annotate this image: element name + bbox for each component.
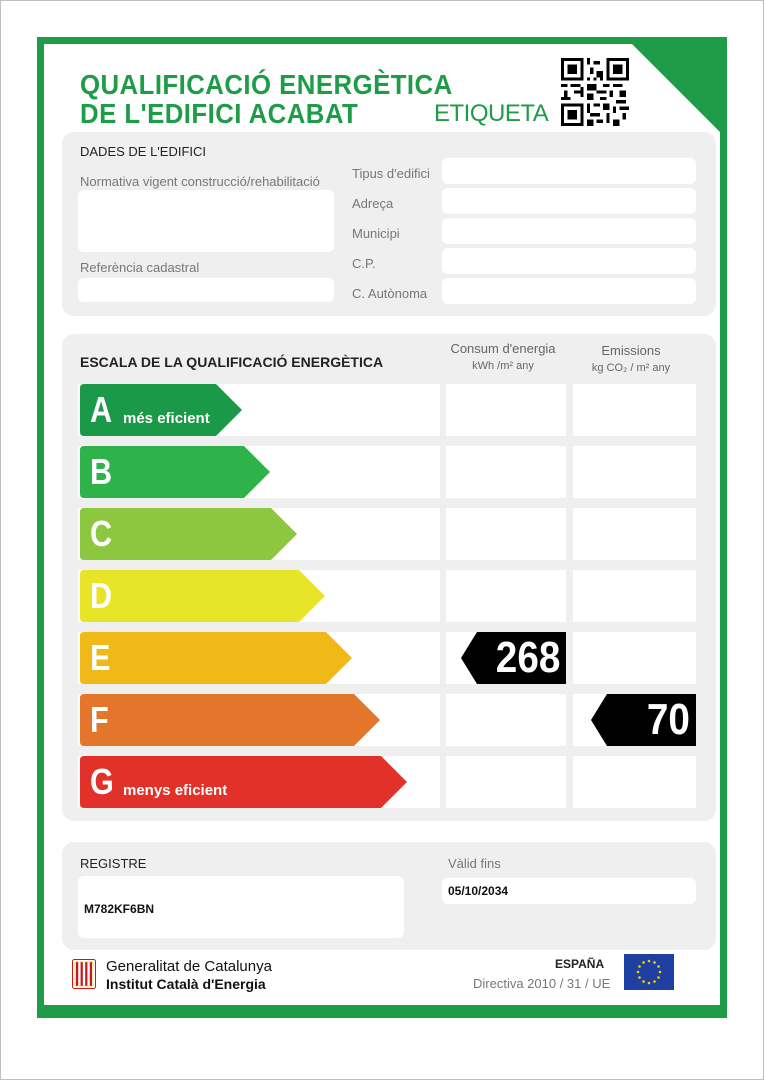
rating-letter-g: G [90, 761, 114, 802]
label-frame [37, 37, 727, 1018]
emissions-cell-c [573, 508, 696, 560]
title-line-1: QUALIFICACIÓ ENERGÈTICA [80, 69, 453, 100]
adreca-field [442, 188, 696, 214]
eu-star [638, 965, 641, 968]
rating-arrow-e [80, 632, 352, 684]
consum-cell-c [446, 508, 566, 560]
tipus-label: Tipus d'edifici [352, 166, 430, 181]
rating-scale-heading: ESCALA DE LA QUALIFICACIÓ ENERGÈTICA [80, 354, 384, 370]
emissions-cell-g [573, 756, 696, 808]
eu-star [657, 965, 660, 968]
consum-indicator [461, 632, 566, 684]
emissions-heading: Emissions [601, 343, 661, 358]
registry-panel [62, 842, 716, 950]
eu-star [638, 976, 641, 979]
eu-star [657, 976, 660, 979]
adreca-label: Adreça [352, 196, 394, 211]
emissions-indicator-value: 70 [646, 695, 690, 744]
eu-flag-icon [624, 954, 674, 990]
registry-label: REGISTRE [80, 856, 147, 871]
consum-cell-d [446, 570, 566, 622]
consum-heading: Consum d'energia [450, 341, 556, 356]
municipi-field [442, 218, 696, 244]
directive-label: Directiva 2010 / 31 / UE [473, 976, 611, 991]
emissions-unit: kg CO₂ / m² any [591, 362, 671, 374]
cp-field [442, 248, 696, 274]
referencia-label: Referència cadastral [80, 260, 200, 275]
institute-name: Institut Català d'Energia [106, 976, 266, 992]
rating-desc-g: menys eficient [123, 782, 228, 799]
rating-arrow-c [80, 508, 297, 560]
rating-scale-panel [62, 334, 716, 821]
rating-letter-d: D [90, 575, 113, 616]
eu-star [637, 971, 640, 974]
valid-label: Vàlid fins [448, 856, 501, 871]
emissions-cell-d [573, 570, 696, 622]
rating-letter-e: E [90, 637, 111, 678]
consum-cell-g [446, 756, 566, 808]
emissions-cell-e [573, 632, 696, 684]
municipi-label: Municipi [352, 226, 400, 241]
referencia-field [78, 278, 334, 302]
eu-star [642, 961, 645, 964]
cp-label: C.P. [352, 256, 376, 271]
emissions-cell-b [573, 446, 696, 498]
generalitat-logo-icon [72, 959, 96, 989]
tipus-field [442, 158, 696, 184]
registry-value: M782KF6BN [84, 902, 155, 916]
eu-star [659, 971, 662, 974]
qr-code-icon [561, 58, 629, 126]
eu-star [648, 960, 651, 963]
building-data-panel [62, 132, 716, 316]
eu-star [642, 980, 645, 983]
normativa-label: Normativa vigent construcció/rehabilitació [80, 174, 320, 189]
rating-arrow-f [80, 694, 380, 746]
valid-field [442, 878, 696, 904]
rating-arrow-d [80, 570, 325, 622]
corner-triangle [632, 44, 720, 132]
registry-field [78, 876, 404, 938]
autonoma-field [442, 278, 696, 304]
country-label: ESPAÑA [555, 957, 605, 971]
emissions-indicator [591, 694, 696, 746]
normativa-field [78, 190, 334, 252]
title-line-2: DE L'EDIFICI ACABAT [80, 98, 359, 129]
consum-cell-a [446, 384, 566, 436]
consum-cell-b [446, 446, 566, 498]
rating-arrow-a [80, 384, 242, 436]
rating-desc-a: més eficient [123, 410, 210, 427]
rating-letter-f: F [90, 699, 109, 740]
eu-star [653, 980, 656, 983]
valid-value: 05/10/2034 [448, 884, 509, 898]
eu-star [648, 982, 651, 985]
organization-name: Generalitat de Catalunya [106, 958, 272, 975]
rating-arrow-g [80, 756, 407, 808]
etiqueta-label: ETIQUETA [434, 100, 549, 127]
autonoma-label: C. Autònoma [352, 286, 428, 301]
label-body [44, 44, 720, 1005]
rating-letter-c: C [90, 513, 113, 554]
consum-cell-f [446, 694, 566, 746]
building-data-heading: DADES DE L'EDIFICI [80, 144, 207, 159]
consum-unit: kWh /m² any [472, 360, 534, 372]
rating-letter-a: A [90, 389, 113, 430]
eu-star [653, 961, 656, 964]
rating-arrow-b [80, 446, 270, 498]
rating-letter-b: B [90, 451, 113, 492]
emissions-cell-a [573, 384, 696, 436]
consum-indicator-value: 268 [495, 633, 560, 682]
